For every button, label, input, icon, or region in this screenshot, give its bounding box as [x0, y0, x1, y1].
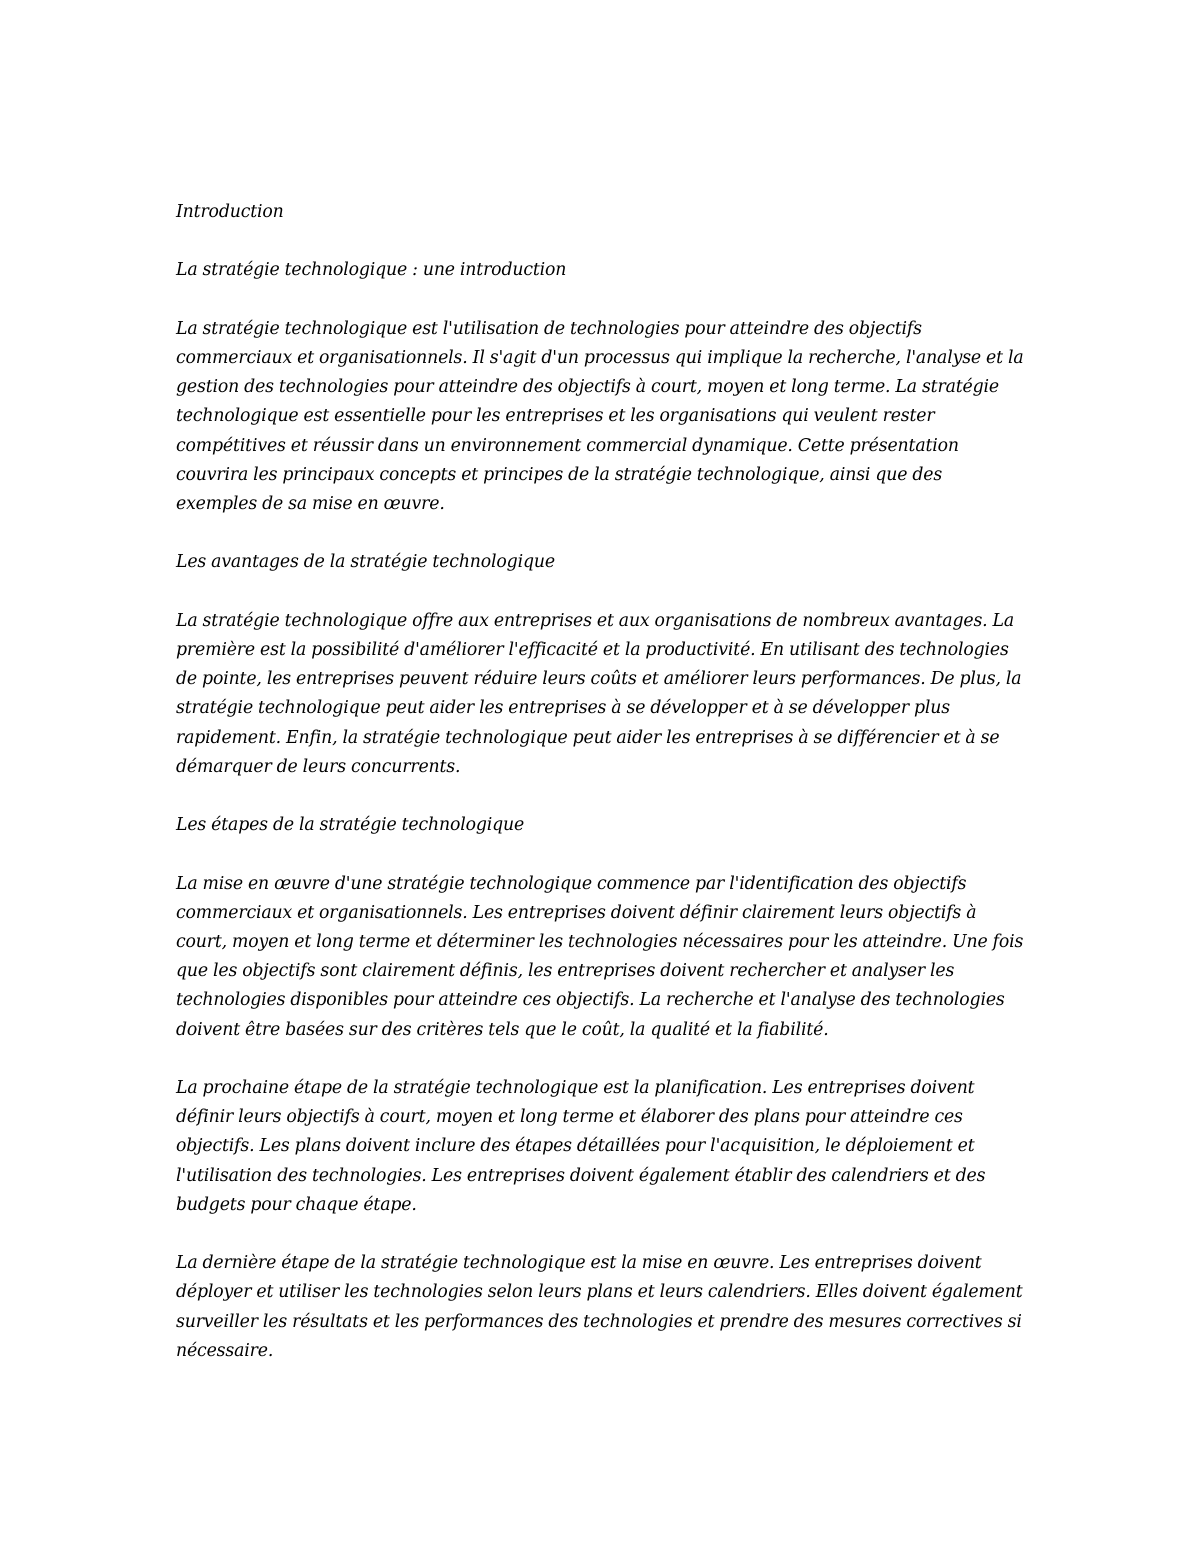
section-3-paragraph-1: La mise en œuvre d'une stratégie technologique commence par l'identification des objectifs commerciaux et organisationnels. Les entreprises doivent définir clairement leurs objectifs à court, moyen et long terme et déterminer les technologies nécessaires pour les atteindre. Une fois que les objectifs sont clairement définis, les entreprises doivent rechercher et analyser les technologies disponibles pour atteindre ces objectifs. La recherche et l'analyse des technologies doivent être basées sur des critères tels que le coût, la qualité et la fiabilité. [176, 873, 1024, 1040]
section-1-paragraph: La stratégie technologique est l'utilisation de technologies pour atteindre des objectifs commerciaux et organisationnels. Il s'agit d'un processus qui implique la recherche, l'analyse et la gestion des technologies pour atteindre des objectifs à court, moyen et long terme. La stratégie technologique est essentielle pour les entreprises et les organisations qui veulent rester compétitives et réussir dans un environnement commercial dynamique. Cette présentation couvrira les principaux concepts et principes de la stratégie technologique, ainsi que des exemples de sa mise en œuvre. [176, 318, 1024, 514]
section-3-title: Les étapes de la stratégie technologique [176, 815, 525, 836]
document-body [176, 198, 1028, 1395]
section-2-paragraph: La stratégie technologique offre aux entreprises et aux organisations de nombreux avantages. La première est la possibilité d'améliorer l'efficacité et la productivité. En utilisant des technologies de pointe, les entreprises peuvent réduire leurs coûts et améliorer leurs performances. De plus, la stratégie technologique peut aider les entreprises à se développer et à se développer plus rapidement. Enfin, la stratégie technologique peut aider les entreprises à se différencier et à se démarquer de leurs concurrents. [176, 610, 1022, 777]
document-heading: Introduction [176, 202, 284, 222]
section-3-paragraph-3: La dernière étape de la stratégie technologique est la mise en œuvre. Les entreprises doivent déployer et utiliser les technologies selon leurs plans et leurs calendriers. Elles doivent également surveiller les résultats et les performances des technologies et prendre des mesures correctives si nécessaire. [176, 1253, 1023, 1361]
section-1-title: La stratégie technologique : une introduction [176, 260, 567, 281]
section-2-title: Les avantages de la stratégie technologique [176, 552, 555, 573]
section-3-paragraph-2: La prochaine étape de la stratégie technologique est la planification. Les entreprises doivent définir leurs objectifs à court, moyen et long terme et élaborer des plans pour atteindre ces objectifs. Les plans doivent inclure des étapes détaillées pour l'acquisition, le déploiement et l'utilisation des technologies. Les entreprises doivent également établir des calendriers et des budgets pour chaque étape. [176, 1077, 986, 1215]
